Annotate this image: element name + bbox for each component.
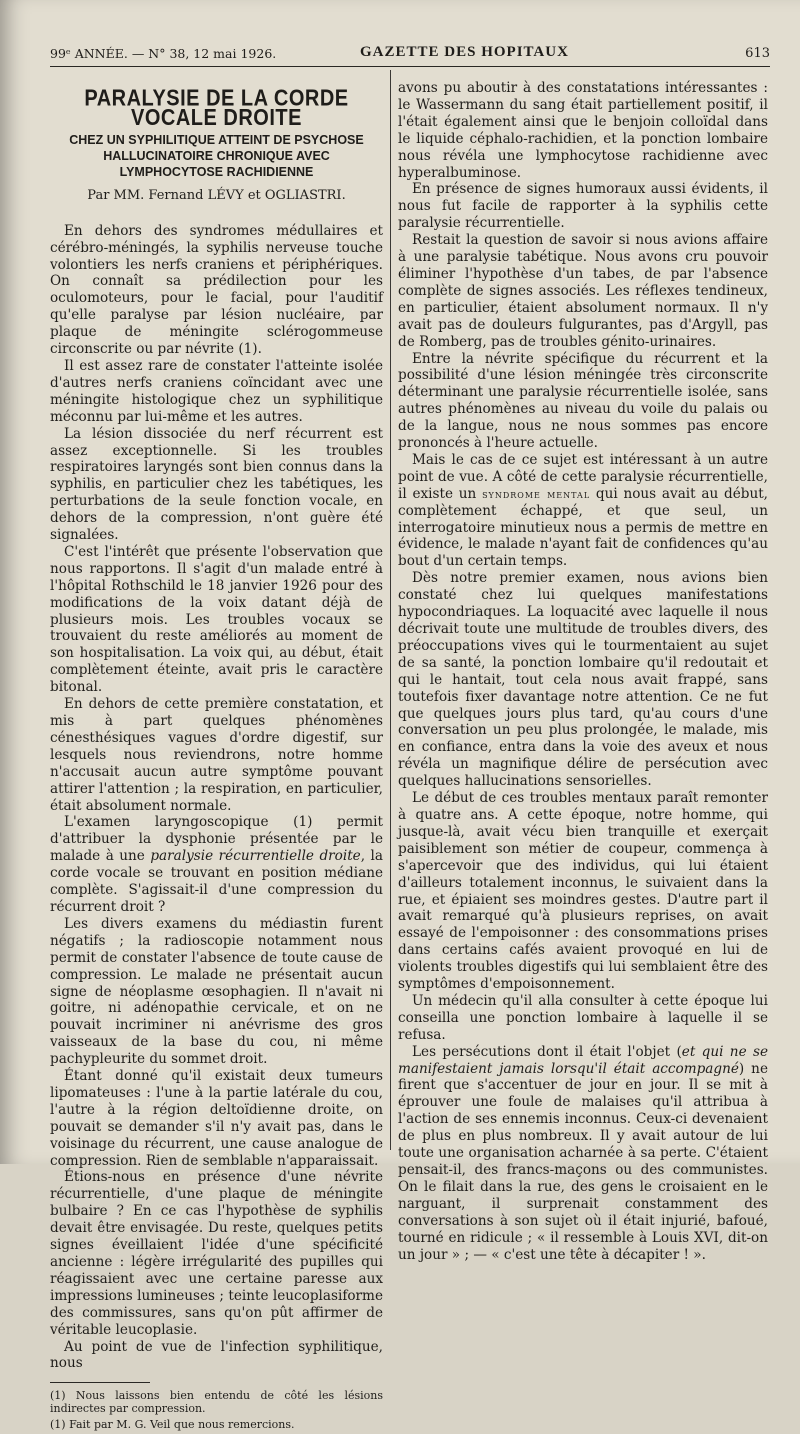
- paragraph: Étant donné qu'il existait deux tumeurs lipomateuses : l'une à la partie latérale du cou, l'autre à la région deltoïdienne droite, on pouvait se demander s'il n'y avait pas, dans le voisinage du récurrent, une cause analogue de compression. Rien de semblable n'apparaissait.: [50, 1068, 383, 1169]
- text-run: ) ne firent que s'accentuer de jour en jour. Il se mit à éprouver une foule de malaises qu'il attribua à l'action de ses ennemis inconnus. Ceux-ci devenaient de plus en plus nombreux. Il y avait autour de lui toute une organisation acharnée à sa perte. C'étaient pensait-il, des francs-maçons ou des communistes. On le filait dans la rue, des gens le croisaient en le narguant, il surprenait constamment des conversations à son sujet où il était injurié, bafoué, tourné en ridicule ; « il ressemble à Louis XVI, dit-on un jour » ; — « c'est une tête à décapiter ! ».: [398, 1060, 768, 1263]
- text-run: L'examen laryngoscopique (1) permit d'attribuer la dysphonie présentée par le malade à une: [50, 814, 383, 865]
- paragraph-mental-syndrome: [398, 452, 768, 570]
- paragraph: Dès notre premier examen, nous avions bien constaté chez lui quelques manifestations hypocondriaques. La loquacité avec laquelle il nous décrivait toute une multitude de troubles divers, des préoccupations vives qui le tourmentaient au sujet de sa santé, la ponction lombaire qu'il redoutait et qui le hantait, tout cela nous avait frappé, sans toutefois fixer davantage notre attention. Ce ne fut que quelques jours plus tard, qu'au cours d'une conversation un peu plus prolongée, le malade, mis en confiance, entra dans la voie des aveux et nous révéla un magnifique délire de persécution avec quelques hallucinations sensorielles.: [398, 570, 768, 790]
- paragraph: En dehors de cette première constatation, et mis à part quelques phénomènes cénesthésiques vagues d'ordre digestif, sur lesquels nous reviendrons, notre homme n'accusait aucun autre symptôme pouvant attirer l'attention ; la respiration, en particulier, était absolument normale.: [50, 696, 383, 814]
- paragraph: La lésion dissociée du nerf récurrent est assez exceptionnelle. Si les troubles respiratoires laryngés sont bien connus dans la syphilis, en particulier chez les tabétiques, les perturbations de la seule fonction vocale, en dehors de la compression, n'ont guère été signalées.: [50, 425, 383, 544]
- paragraph: Les divers examens du médiastin furent négatifs ; la radioscopie notamment nous permit de constater l'absence de toute cause de compression. Le malade ne présentait aucun signe de néoplasme œsophagien. Il n'avait ni goitre, ni adénopathie cervicale, et on ne pouvait incriminer ni anévrisme des gros vaisseaux de la base du cou, ni même pachypleurite du sommet droit.: [50, 915, 383, 1068]
- article-subtitle: CHEZ UN SYPHILITIQUE ATTEINT DE PSYCHOSE HALLUCINATOIRE CHRONIQUE AVEC LYMPHOCYTOSE RACHIDIENNE: [69, 132, 364, 179]
- footnote-rule: [50, 1382, 150, 1383]
- issue-info: 99ᵉ ANNÉE. — N° 38, 12 mai 1926.: [50, 46, 277, 61]
- paragraph-laryngoscopy: [50, 814, 383, 915]
- article-title: PARALYSIE DE LA CORDE VOCALE DROITE: [84, 86, 349, 131]
- right-column: [398, 80, 768, 1263]
- paragraph: Le début de ces troubles mentaux paraît remonter à quatre ans. A cette époque, notre homme, qui jusque-là, avait vécu bien tranquille et exerçait paisiblement son métier de coupeur, commença à s'apercevoir que des individus, qui lui étaient d'ailleurs totalement inconnus, le suivaient dans la rue, et épiaient ses moindres gestes. D'autre part il avait remarqué qu'à plusieurs reprises, on avait essayé de l'empoisonner : des consommations prises dans certains cafés avaient provoqué en lui de violents troubles digestifs qui lui semblaient être des symptômes d'empoisonnement.: [398, 790, 768, 993]
- header-rule: [50, 66, 770, 67]
- left-column: [50, 74, 383, 1434]
- paragraph: En dehors des syndromes médullaires et cérébro-méningés, la syphilis nerveuse touche volontiers les nerfs craniens et périphériques. On connaît sa prédilection pour les oculomoteurs, pour le facial, pour l'auditif qu'elle paralyse par lésion nucléaire, par plaque de méningite sclérogommeuse circonscrite ou par névrite (1).: [50, 222, 383, 358]
- paragraph: Entre la névrite spécifique du récurrent et la possibilité d'une lésion méningée très circonscrite déterminant une paralysie récurrentielle isolée, sans autres phénomènes au niveau du voile du palais ou de la langue, nous ne nous sommes pas encore prononcés à l'heure actuelle.: [398, 350, 768, 452]
- italic-term: et qui ne se manifestaient jamais lorsqu'il était accompagné: [398, 1043, 768, 1077]
- running-head: [50, 40, 770, 64]
- column-divider: [390, 70, 391, 1150]
- paragraph: C'est l'intérêt que présente l'observation que nous rapportons. Il s'agit d'un malade entré à l'hôpital Rothschild le 18 janvier 1926 pour des modifications de la voix datant déjà de plusieurs mois. Les troubles vocaux se trouvaient du reste améliorés au moment de son hospitalisation. La voix qui, au début, était complètement éteinte, avait pris le caractère bitonal.: [50, 543, 383, 696]
- journal-title: GAZETTE DES HOPITAUX: [360, 44, 569, 60]
- article-authors: Par MM. Fernand LÉVY et OGLIASTRI.: [87, 187, 346, 203]
- paragraph: Au point de vue de l'infection syphilitique, nous: [50, 1338, 383, 1372]
- footnote: (1) Nous laissons bien entendu de côté les lésions indirectes par compression.: [50, 1389, 383, 1416]
- text-run: qui nous avait au début, complètement échappé, et que seul, un interrogatoire minutieux nous a permis de mettre en évidence, le malade n'ayant fait de confidences qu'au bout d'un certain temps.: [398, 485, 768, 570]
- spaced-term: syndrome mental: [482, 486, 591, 501]
- page-number: 613: [745, 46, 770, 61]
- paragraph: Étions-nous en présence d'une névrite récurrentielle, d'une plaque de méningite bulbaire ? En ce cas l'hypothèse de syphilis devait être envisagée. Du reste, quelques petits signes éveillaient l'idée d'une spécificité ancienne : légère irrégularité des pupilles qui réagissaient avec une certaine paresse aux impressions lumineuses ; teinte leucoplasiforme des commissures, sans qu'on pût affirmer de véritable leucoplasie.: [50, 1169, 383, 1338]
- italic-term: paralysie récurrentielle droite: [150, 848, 361, 865]
- paragraph-persecutions: [398, 1044, 768, 1264]
- paragraph: Restait la question de savoir si nous avions affaire à une paralysie tabétique. Nous avons cru pouvoir éliminer l'hypothèse d'un tabes, de par l'absence complète de signes associés. Les réflexes tendineux, en particulier, étaient absolument normaux. Il n'y avait pas de douleurs fulgurantes, pas d'Argyll, pas de Romberg, pas de troubles génito-urinaires.: [398, 232, 768, 350]
- paragraph: Il est assez rare de constater l'atteinte isolée d'autres nerfs craniens coïncidant avec une méningite histologique chez un syphilitique méconnu par lui-même et les autres.: [50, 357, 383, 425]
- paragraph: En présence de signes humoraux aussi évidents, il nous fut facile de rapporter à la syphilis cette paralysie récurrentielle.: [398, 181, 768, 232]
- text-run: Mais le cas de ce sujet est intéressant à un autre point de vue. A côté de cette paralysie récurrentielle, il existe un: [398, 451, 768, 502]
- paragraph: Un médecin qu'il alla consulter à cette époque lui conseilla une ponction lombaire à laquelle il se refusa.: [398, 992, 768, 1043]
- footnotes: [50, 1389, 383, 1431]
- footnote: (1) Fait par M. G. Veil que nous remercions.: [50, 1418, 295, 1432]
- text-run: Les persécutions dont il était l'objet (: [412, 1043, 682, 1060]
- text-run: , la corde vocale se trouvant en position médiane complète. S'agissait-il d'une compression du récurrent droit ?: [50, 848, 383, 915]
- paragraph: avons pu aboutir à des constatations intéressantes : le Wassermann du sang était partiellement positif, il l'était également ainsi que le benjoin colloïdal dans le liquide céphalo-rachidien, et la ponction lombaire nous révéla une lymphocytose rachidienne avec hyperalbuminose.: [398, 80, 768, 181]
